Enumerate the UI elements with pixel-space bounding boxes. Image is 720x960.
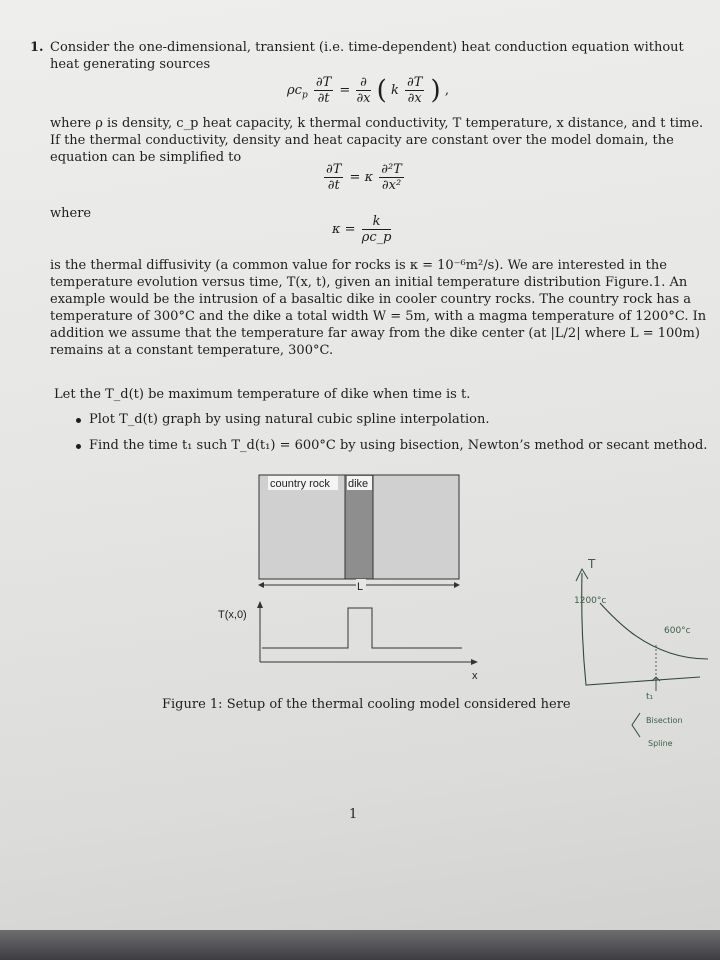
body-line-2: temperature evolution versus time, T(x, t), given an initial temperature distribution Figure.1. An — [50, 275, 688, 290]
label-L: L — [357, 581, 364, 593]
label-dike: dike — [348, 478, 369, 490]
intro-line-1: Consider the one-dimensional, transient (i.e. time-dependent) heat conduction equation without — [50, 40, 684, 55]
hand-temp-1200: 1200°c — [574, 596, 607, 606]
let-line: Let the T_d(t) be maximum temperature of dike when time is t. — [54, 387, 471, 402]
where-word: where — [50, 206, 92, 221]
eq1-frac-ddx: $\frac{\partial}{\partial x}$ — [356, 75, 371, 106]
initial-temperature-profile — [262, 608, 462, 648]
label-x: x — [472, 670, 478, 682]
intro-line-2: heat generating sources — [50, 57, 211, 72]
sketch-brace — [632, 713, 640, 737]
body-line-1: is the thermal diffusivity (a common value for rocks is κ = 10⁻⁶m²/s). We are interested in the — [50, 258, 667, 273]
equation-diffusivity: κ = $\frac{k}{\rho c\_p}$ — [332, 214, 392, 245]
page-number: 1 — [349, 807, 358, 822]
eq1-rho-cp: $\rho c_p$ — [287, 83, 308, 101]
x-axis-arrow — [471, 659, 478, 665]
eq3-frac-k-rhocp: $\frac{k}{\rho c\_p}$ — [361, 214, 392, 245]
label-country-rock: country rock — [270, 478, 330, 490]
background-surface — [0, 930, 720, 960]
equation-heat-conduction: $\rho c_p$ $\frac{\partial T}{\partial t}$ = $\frac{\partial}{\partial x}$ ( k $\frac{\partial T}{\partial x}$ ) , — [287, 75, 449, 106]
eq2-frac-dTdt: $\frac{\partial T}{\partial t}$ — [326, 162, 342, 193]
body-line-4: temperature of 300°C and the dike a total width W = 5m, with a magma temperature of 1200°C. In — [50, 309, 707, 324]
bullet-item-1: Plot T_d(t) graph by using natural cubic spline interpolation. — [89, 412, 490, 427]
problem-number: 1. — [30, 40, 44, 55]
where-line-1: where ρ is density, c_p heat capacity, k thermal conductivity, T temperature, x distance, and t time. — [50, 116, 704, 131]
T-axis-arrow — [257, 601, 263, 608]
hand-note-bisection: Bisection — [646, 716, 683, 725]
handwritten-sketch — [560, 555, 715, 755]
body-line-5: addition we assume that the temperature far away from the dike center (at |L/2| where L = 100m) — [50, 326, 700, 341]
sketch-t1-arrow — [652, 677, 660, 691]
dike-box — [345, 475, 373, 579]
L-arrow-left — [258, 582, 264, 588]
hand-axis-T: T — [588, 557, 596, 571]
hand-note-spline: Spline — [648, 739, 673, 748]
hand-t1: t₁ — [646, 692, 654, 702]
body-line-6: remains at a constant temperature, 300°C. — [50, 343, 334, 358]
sketch-cooling-curve — [600, 603, 708, 659]
where-line-3: equation can be simplified to — [50, 150, 242, 165]
figure-caption: Figure 1: Setup of the thermal cooling model considered here — [162, 697, 571, 712]
equation-diffusion: $\frac{\partial T}{\partial t}$ = κ $\frac{\text{∂²T}}{\text{∂x²}}$ — [326, 162, 402, 193]
figure-setup-diagram — [200, 465, 500, 690]
bullet-dot — [76, 418, 81, 423]
body-line-3: example would be the intrusion of a basaltic dike in cooler country rocks. The country rock has a — [50, 292, 692, 307]
bullet-item-2: Find the time t₁ such T_d(t₁) = 600°C by using bisection, Newton’s method or secant method. — [89, 438, 708, 453]
L-arrow-right — [454, 582, 460, 588]
label-T-x0: T(x,0) — [218, 609, 247, 621]
bullet-dot — [76, 444, 81, 449]
hand-temp-600: 600°c — [664, 626, 691, 636]
eq1-frac-dTdx: $\frac{\partial T}{\partial x}$ — [406, 75, 423, 106]
eq1-frac-dTdt: $\frac{\partial T}{\partial t}$ — [315, 75, 332, 106]
eq2-frac-d2Tdx2: $\frac{\text{∂²T}}{\text{∂x²}}$ — [381, 162, 402, 193]
where-line-2: If the thermal conductivity, density and heat capacity are constant over the model domain, the — [50, 133, 674, 148]
